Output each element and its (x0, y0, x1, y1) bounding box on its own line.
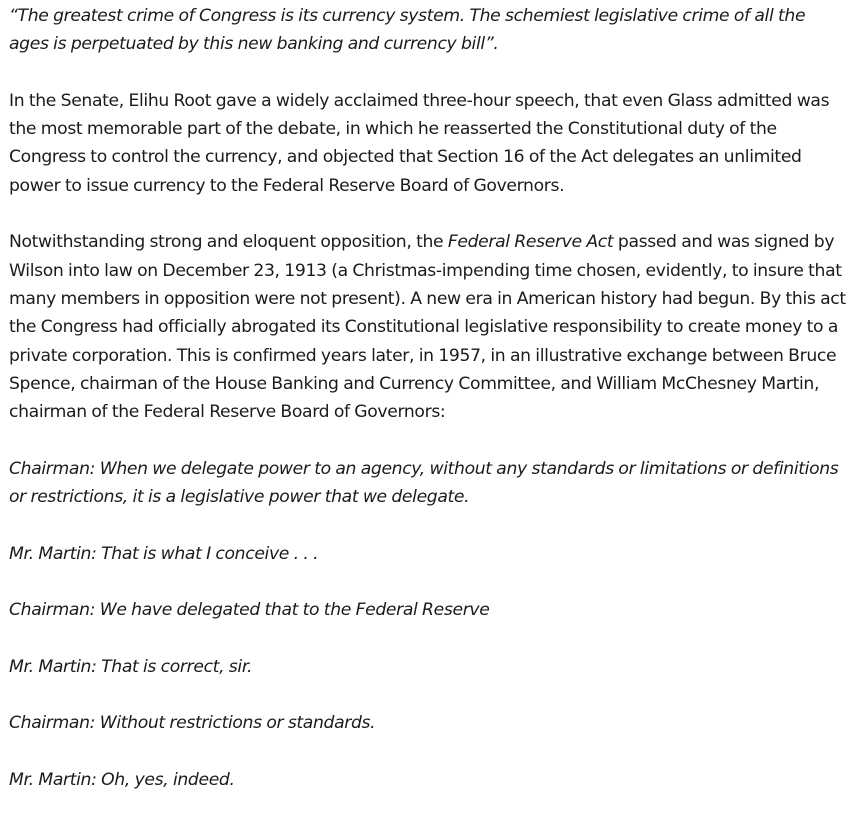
act-name: Federal Reserve Act (447, 232, 614, 253)
opening-quote: “The greatest crime of Congress is its currency system. The schemiest legislative crime of all the ages is perpetuated by this new banking and currency bill”. (9, 6, 806, 55)
paragraph-federal-reserve-act (9, 228, 846, 426)
act-text-before: Notwithstanding strong and eloquent opposition, the (9, 232, 448, 253)
dialogue-line: Chairman: When we delegate power to an agency, without any standards or limitations or definitions or restrictions, it is a legislative power that we delegate. (9, 458, 839, 508)
dialogue-line: Chairman: We have delegated that to the Federal Reserve (9, 600, 490, 621)
dialogue-line: Mr. Martin: Oh, yes, indeed. (9, 770, 235, 791)
dialogue-line: Chairman: Without restrictions or standards. (9, 713, 376, 734)
paragraph-root-speech: In the Senate, Elihu Root gave a widely acclaimed three-hour speech, that even Glass admitted was the most memorable part of the debate, in which he reasserted the Constitutional duty of the Congress to control the currency, and objected that Section 16 of the Act delegates an unlimited power to issue currency to the Federal Reserve Board of Governors. (9, 90, 830, 196)
act-text-after: passed and was signed by Wilson into law on December 23, 1913 (a Christmas-impending time chosen, evidently, to insure that many members in opposition were not present). A new era in American history had begun. By this act the Congress had officially abrogated its Constitutional legislative responsibility to create money to a private corporation. This is confirmed years later, in 1957, in an illustrative exchange between Bruce Spence, chairman of the House Banking and Currency Committee, and William McChesney Martin, chairman of the Federal Reserve Board of Governors: (9, 232, 846, 423)
dialogue-line: Mr. Martin: That is correct, sir. (9, 656, 253, 677)
dialogue-line: Mr. Martin: That is what I conceive . . . (9, 543, 319, 564)
